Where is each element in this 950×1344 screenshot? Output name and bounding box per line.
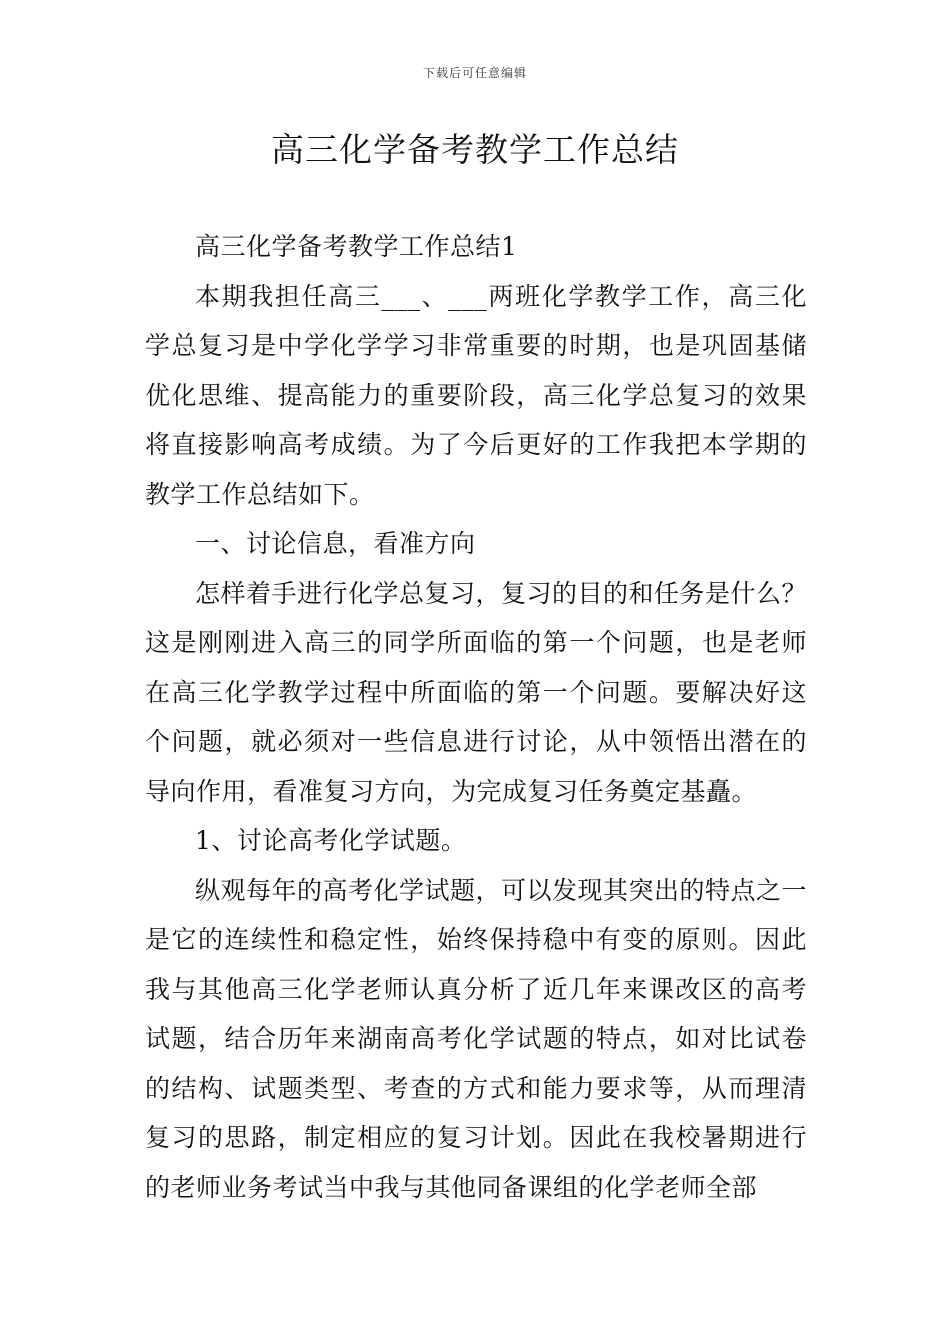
section-heading: 1、讨论高考化学试题。 xyxy=(195,826,467,855)
section-heading: 一、讨论信息，看准方向 xyxy=(195,529,476,558)
section-heading: 高三化学备考教学工作总结1 xyxy=(195,232,518,261)
paragraph: 本期我担任高三___、___两班化学教学工作，高三化学总复习是中学化学学习非常重要的时期，也是巩固基储优化思维、提高能力的重要阶段，高三化学总复习的效果将直接影响高考成绩。为了今后更好的工作我把本学期的教学工作总结如下。 xyxy=(145,281,807,509)
header-note: 下载后可任意编辑 xyxy=(422,66,527,80)
document-body xyxy=(145,222,807,1212)
document-title: 高三化学备考教学工作总结 xyxy=(271,130,679,169)
paragraph: 纵观每年的高考化学试题，可以发现其突出的特点之一是它的连续性和稳定性，始终保持稳中有变的原则。因此我与其他高三化学老师认真分析了近几年来课改区的高考试题，结合历年来湖南高考化学试题的特点，如对比试卷的结构、试题类型、考查的方式和能力要求等，从而理清复习的思路，制定相应的复习计划。因此在我校暑期进行的老师业务考试当中我与其他同备课组的化学老师全部 xyxy=(145,875,808,1202)
paragraph: 怎样着手进行化学总复习，复习的目的和任务是什么？这是刚刚进入高三的同学所面临的第一个问题，也是老师在高三化学教学过程中所面临的第一个问题。要解决好这个问题，就必须对一些信息进行讨论，从中领悟出潜在的导向作用，看准复习方向，为完成复习任务奠定基矗。 xyxy=(145,578,808,806)
